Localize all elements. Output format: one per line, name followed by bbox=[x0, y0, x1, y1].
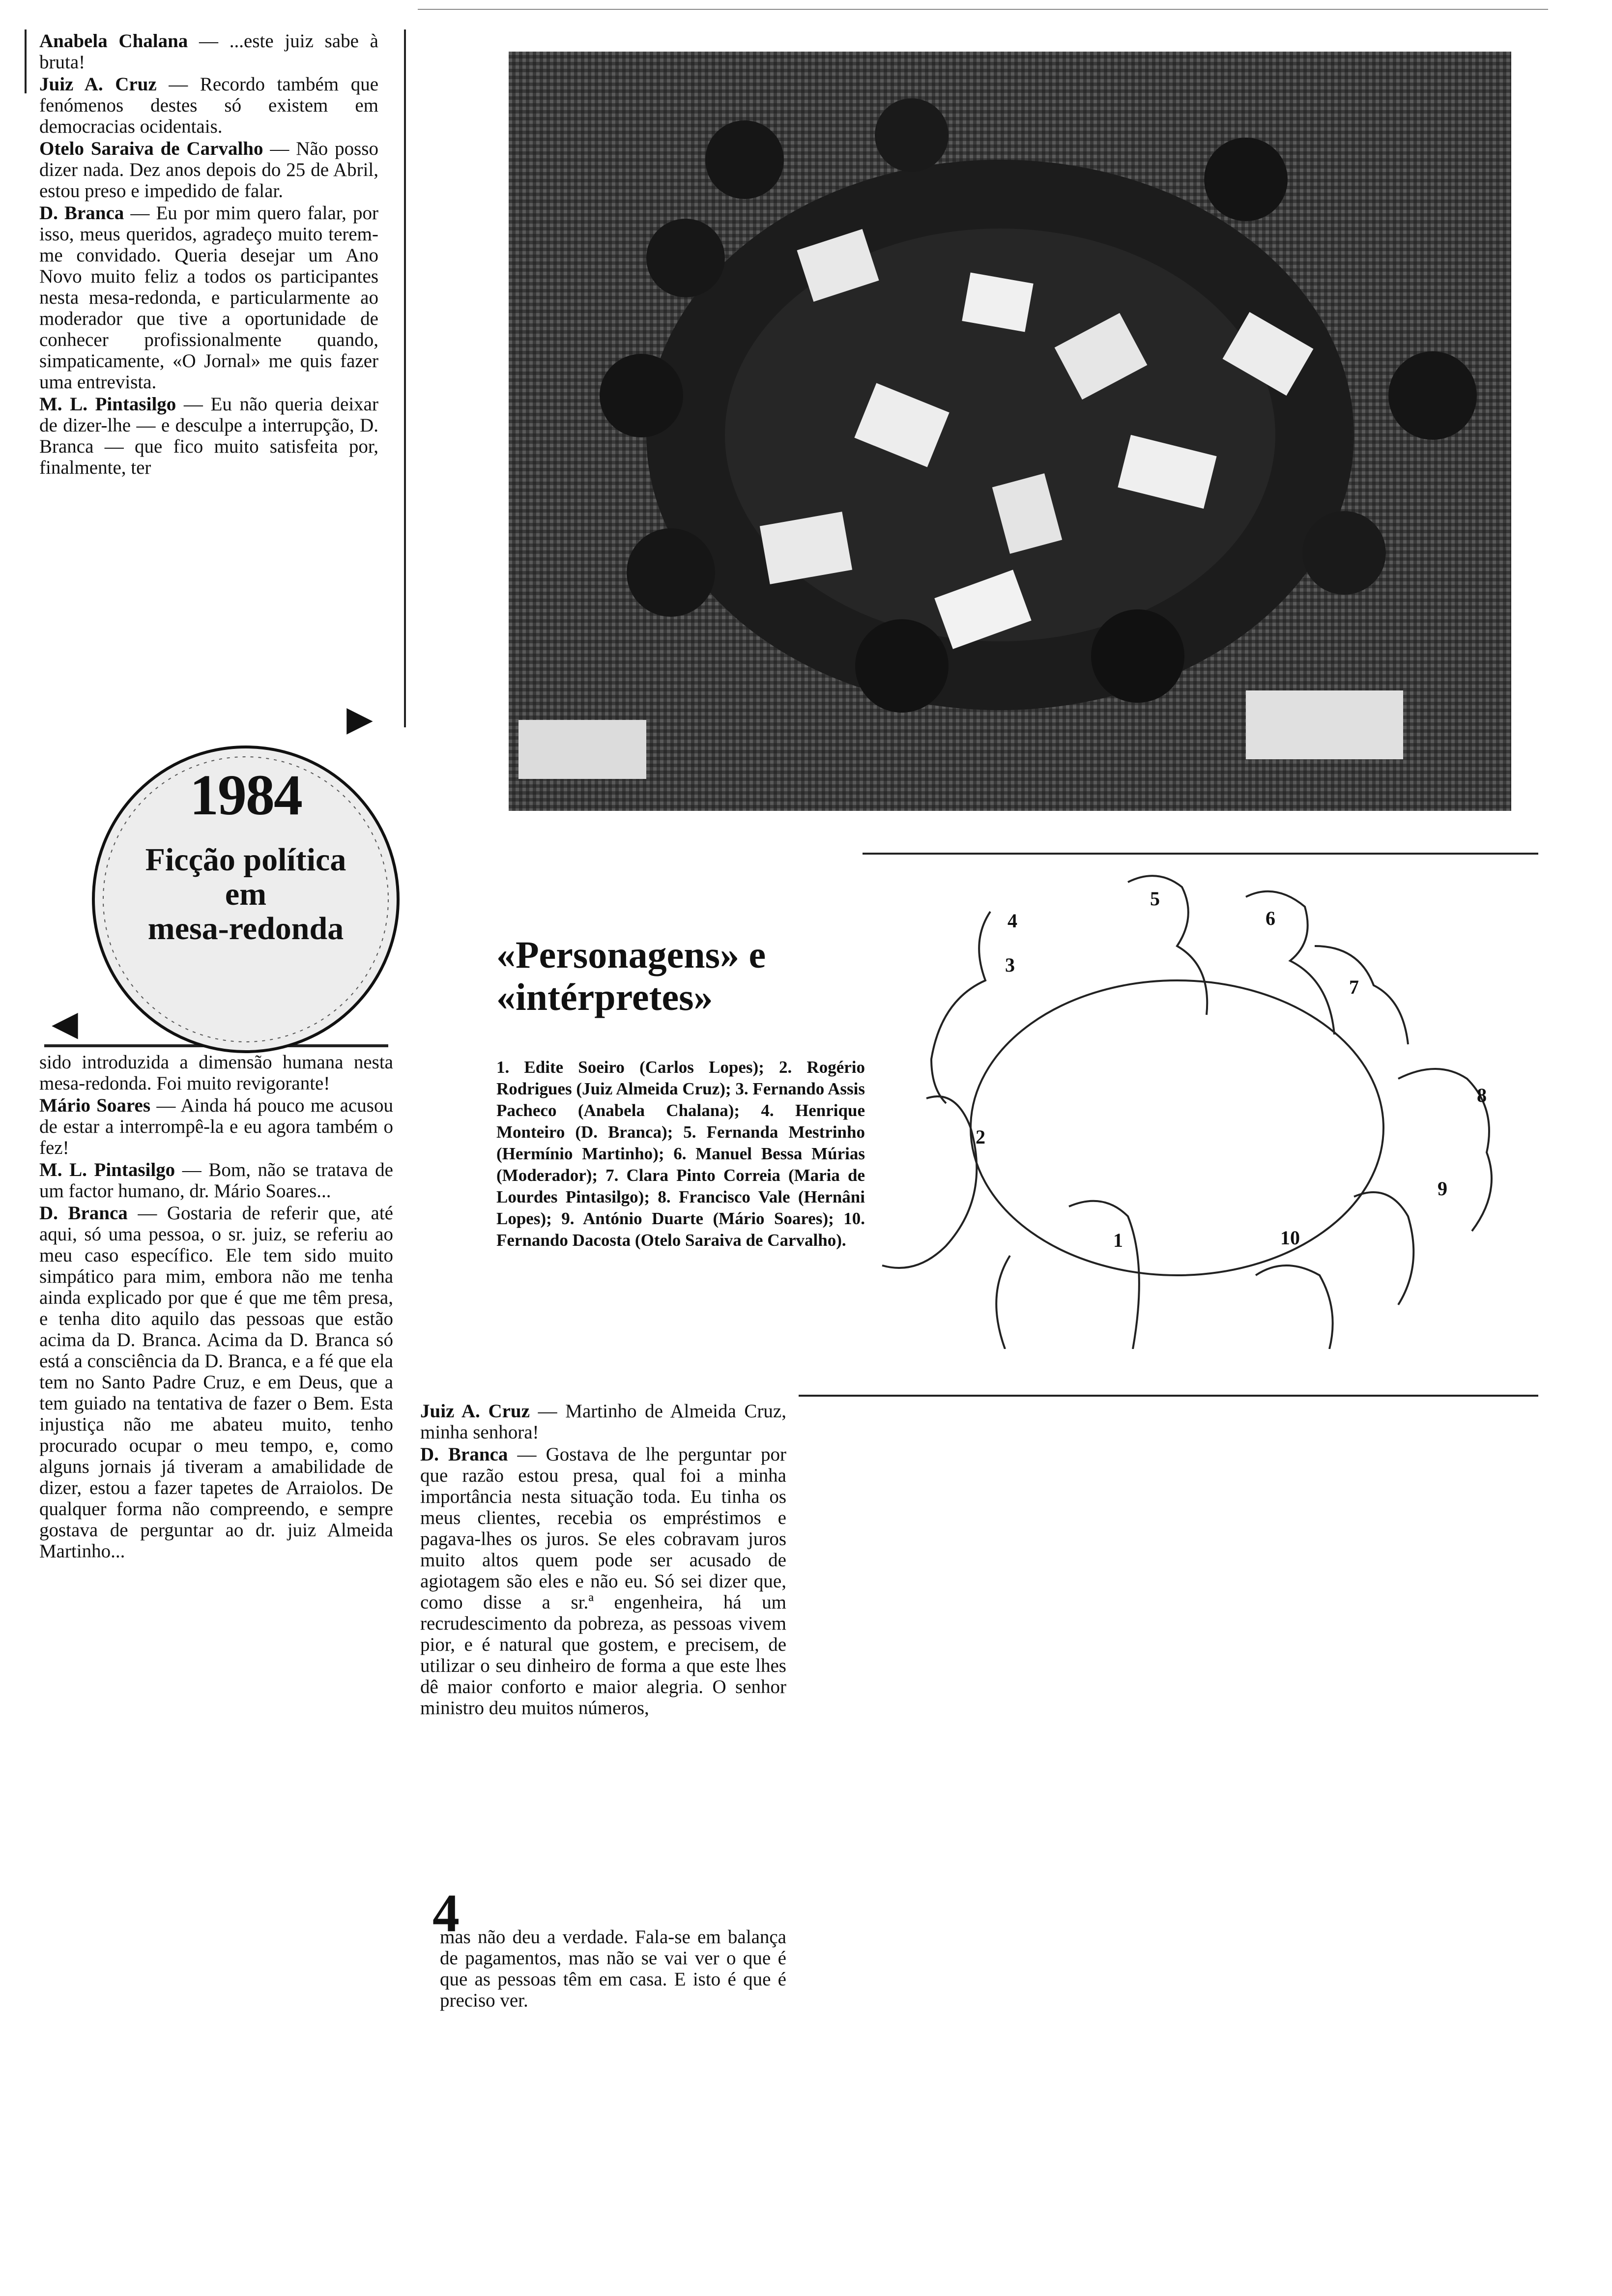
seal-title-line3: mesa-redonda bbox=[147, 911, 344, 947]
margin-mark bbox=[25, 29, 27, 93]
continuation-mark: 4 bbox=[432, 1883, 460, 1943]
article-column-middle-end bbox=[440, 1926, 786, 2012]
diagram-label-8: 8 bbox=[1477, 1084, 1487, 1106]
paragraph: Juiz A. Cruz — Martinho de Almeida Cruz, minha senhora! bbox=[420, 1401, 786, 1443]
seal-year: 1984 bbox=[190, 763, 302, 827]
diagram-label-4: 4 bbox=[1008, 910, 1017, 932]
paragraph: M. L. Pintasilgo — Eu não queria deixar de dizer-lhe — e desculpe a interrupção, D. Branca — que fico muito satisfeita por, finalmente, ter bbox=[39, 394, 378, 478]
diagram-label-9: 9 bbox=[1438, 1177, 1447, 1200]
roundtable-photo bbox=[509, 52, 1511, 811]
paragraph: D. Branca — Gostava de lhe perguntar por que razão estou presa, qual foi a minha importância nesta situação toda. Eu tinha os meus clientes, recebia os empréstimos e pagava-lhes os juros. Se eles cobravam juros muito altos quem pode ser acusado de agiotagem são eles e não eu. Só sei dizer que, como disse a sr.ª engenheira, há um recrudescimento da pobreza, as pessoas vivem pior, e é natural que gostem, e precisem, de utilizar o seu dinheiro de forma a que este lhes dê maior conforto e maior alegria. O senhor ministro deu muitos números, bbox=[420, 1444, 786, 1719]
diagram-label-5: 5 bbox=[1150, 888, 1160, 910]
seal-title-line2: em bbox=[225, 876, 267, 912]
page-edge-top bbox=[418, 9, 1548, 10]
participants-outline bbox=[863, 853, 1538, 1349]
paragraph: M. L. Pintasilgo — Bom, não se tratava de um factor humano, dr. Mário Soares... bbox=[39, 1159, 393, 1202]
paragraph: D. Branca — Eu por mim quero falar, por isso, meus queridos, agradeço muito terem-me convidado. Queria desejar um Ano Novo muito feliz a todos os participantes nesta mesa-redonda, e particularmente ao moderador que tive a oportunidade de conhecer profissionalmente quando, simpaticamente, «O Jornal» me quis fazer uma entrevista. bbox=[39, 202, 378, 393]
diagram-label-7: 7 bbox=[1349, 976, 1359, 998]
paragraph: Otelo Saraiva de Carvalho — Não posso dizer nada. Dez anos depois do 25 de Abril, estou preso e impedido de falar. bbox=[39, 138, 378, 201]
back-arrow-icon: ◀ bbox=[52, 1005, 78, 1043]
headline-seal bbox=[88, 742, 403, 1057]
paragraph: Mário Soares — Ainda há pouco me acusou de estar a interrompê-la e eu agora também o fez! bbox=[39, 1095, 393, 1158]
column-rule-left bbox=[404, 29, 406, 727]
diagram-label-6: 6 bbox=[1266, 907, 1275, 929]
seal-title-line1: Ficção política bbox=[145, 842, 346, 878]
continue-arrow-icon: ▶ bbox=[346, 700, 373, 738]
diagram-label-10: 10 bbox=[1280, 1227, 1300, 1249]
rule-diagram-bottom bbox=[799, 1395, 1538, 1397]
participants-diagram bbox=[863, 853, 1538, 1349]
legend-title: «Personagens» e «intérpretes» bbox=[496, 933, 766, 1018]
paragraph: Anabela Chalana — ...este juiz sabe à bruta! bbox=[39, 30, 378, 73]
article-column-middle bbox=[420, 1401, 786, 1720]
paragraph: sido introduzida a dimensão humana nesta mesa-redonda. Foi muito revigorante! bbox=[39, 1052, 393, 1094]
diagram-label-3: 3 bbox=[1005, 954, 1015, 976]
article-column-left-top bbox=[39, 30, 378, 479]
article-column-left-bottom bbox=[39, 1052, 393, 1563]
photo-image bbox=[509, 52, 1511, 811]
paragraph: Juiz A. Cruz — Recordo também que fenómenos destes só existem em democracias ocidentais. bbox=[39, 74, 378, 137]
paragraph: mas não deu a verdade. Fala-se em balança de pagamentos, mas não se vai ver o que é que as pessoas têm em casa. E isto é que é preciso ver. bbox=[440, 1926, 786, 2011]
paragraph: D. Branca — Gostaria de referir que, até aqui, só uma pessoa, o sr. juiz, se referiu ao meu caso específico. Ele tem sido muito simpático para mim, embora não me tenha ainda explicado por que é que me têm presa, e tenha dito aquilo das pessoas que estão acima da D. Branca. Acima da D. Branca só está a consciência da D. Branca, e a fé que ela tem no Santo Padre Cruz, e em Deus, que a tem guiado na tentativa de fazer o Bem. Esta injustiça não me abateu muito, tenho procurado ocupar o meu tempo, e, como alguns jornais já tiveram a amabilidade de dizer, estou a fazer tapetes de Arraiolos. De qualquer forma não compreendo, e sempre gostava de perguntar ao dr. juiz Almeida Martinho... bbox=[39, 1203, 393, 1562]
legend-text: 1. Edite Soeiro (Carlos Lopes); 2. Rogério Rodrigues (Juiz Almeida Cruz); 3. Fernando Assis Pacheco (Anabela Chalana); 4. Henrique Monteiro (D. Branca); 5. Fernanda Mestrinho (Hermínio Martinho); 6. Manuel Bessa Múrias (Moderador); 7. Clara Pinto Correia (Maria de Lourdes Pintasilgo); 8. Francisco Vale (Hernâni Lopes); 9. António Duarte (Mário Soares); 10. Fernando Dacosta (Otelo Saraiva de Carvalho). bbox=[496, 1058, 865, 1250]
diagram-label-2: 2 bbox=[976, 1126, 985, 1148]
diagram-label-1: 1 bbox=[1113, 1229, 1123, 1251]
